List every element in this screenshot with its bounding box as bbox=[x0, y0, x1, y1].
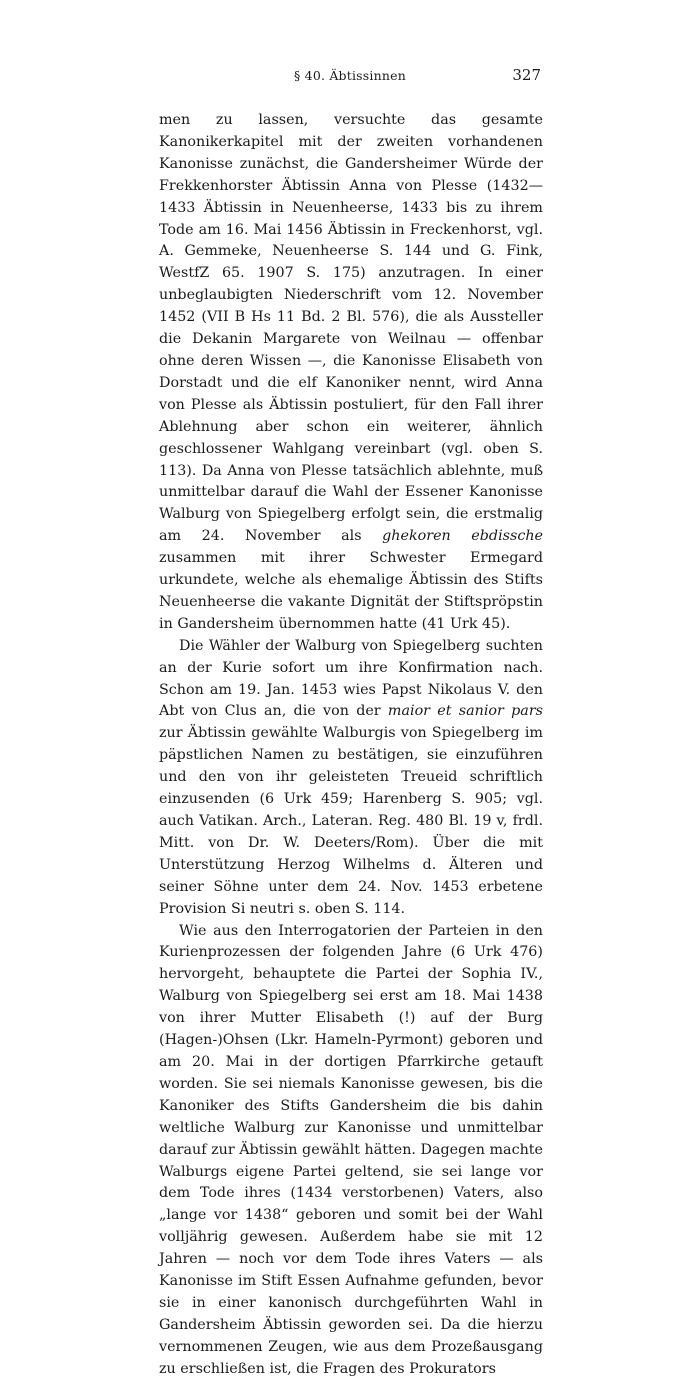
page-number: 327 bbox=[512, 66, 541, 84]
text-segment: zur Äbtissin gewählte Walburgis von Spiegelberg im päpstlichen Namen zu bestätigen, sie einzuführen und den von ihr geleisteten Treueid schriftlich einzusenden (6 Urk 459; Harenberg S. 905; vgl. auch Vatikan. Arch., Lateran. Reg. 480 Bl. 19 v, frdl. Mitt. von Dr. W. Deeters/Rom). Über die mit Unterstützung Herzog Wilhelms d. Älteren und seiner Söhne unter dem 24. Nov. 1453 erbetene Provision Si neutri s. oben S. 114. bbox=[159, 725, 543, 917]
text-segment: Wie aus den Interrogatorien der Parteien in den Kurienprozessen der folgenden Jahre (6 Urk 476) hervorgeht, behauptete die Partei der Sophia IV., Walburg von Spiegelberg sei erst am 18. Mai 1438 von ihrer Mutter Elisabeth (!) auf der Burg (Hagen-)Ohsen (Lkr. Hameln-Pyrmont) geboren und am 20. Mai in der dortigen Pfarrkirche getauft worden. Sie sei niemals Kanonisse gewesen, bis die Kanoniker des Stifts Gandersheim die bis dahin weltliche Walburg zur Kanonisse und unmittelbar darauf zur Äbtissin gewählt hätten. Dagegen machte Walburgs eigene Partei geltend, sie sei lange vor dem Tode ihres (1434 verstorbenen) Vaters, also „lange vor 1438“ geboren und somit bei der Wahl volljährig gewesen. Außerdem habe sie mit 12 Jahren — noch vor dem Tode ihres Vaters — als Kanonisse im Stift Essen Aufnahme gefunden, bevor sie in einer kanonisch durchgeführten Wahl in Gandersheim Äbtissin geworden sei. Da die hierzu vernommenen Zeugen, wie aus dem Prozeßausgang zu erschließen ist, die Fragen des Prokurators bbox=[159, 922, 543, 1377]
running-head: § 40. Äbtissinnen bbox=[294, 68, 406, 83]
body-text bbox=[159, 110, 543, 1381]
paragraph bbox=[159, 921, 543, 1381]
text-segment: men zu lassen, versuchte das gesamte Kanonikerkapitel mit der zweiten vorhandenen Kanonisse zunächst, die Gandersheimer Würde der Frekkenhorster Äbtissin Anna von Plesse (1432—1433 Äbtissin in Neuenheerse, 1433 bis zu ihrem Tode am 16. Mai 1456 Äbtissin in Freckenhorst, vgl. A. Gemmeke, Neuenheerse S. 144 und G. Fink, WestfZ 65. 1907 S. 175) anzutragen. In einer unbeglaubigten Niederschrift vom 12. November 1452 (VII B Hs 11 Bd. 2 Bl. 576), die als Aussteller die Dekanin Margarete von Weilnau — offenbar ohne deren Wissen —, die Kanonisse Elisabeth von Dorstadt und die elf Kanoniker nennt, wird Anna von Plesse als Äbtissin postuliert, für den Fall ihrer Ablehnung aber schon ein weiterer, ähnlich geschlossener Wahlgang vereinbart (vgl. oben S. 113). Da Anna von Plesse tatsächlich ablehnte, muß unmittelbar darauf die Wahl der Essener Kanonisse Walburg von Spiegelberg erfolgt sein, die erstmalig am 24. November als bbox=[159, 112, 543, 545]
paragraph bbox=[159, 110, 543, 636]
text-segment: Die Wähler der Walburg von Spiegelberg suchten an der Kurie sofort um ihre Konfirmation nach. Schon am 19. Jan. 1453 wies Papst Nikolaus V. den Abt von Clus an, die von der bbox=[159, 637, 543, 720]
italic-phrase: ghekoren ebdissche bbox=[382, 528, 543, 545]
paragraph bbox=[159, 636, 543, 921]
page-header bbox=[0, 68, 700, 92]
text-segment: zusammen mit ihrer Schwester Ermegard urkundete, welche als ehemalige Äbtissin des Stifts Neuenheerse die vakante Dignität der Stiftspröpstin in Gandersheim übernommen hatte (41 Urk 45). bbox=[159, 550, 543, 632]
italic-phrase: maior et sanior pars bbox=[387, 703, 543, 720]
